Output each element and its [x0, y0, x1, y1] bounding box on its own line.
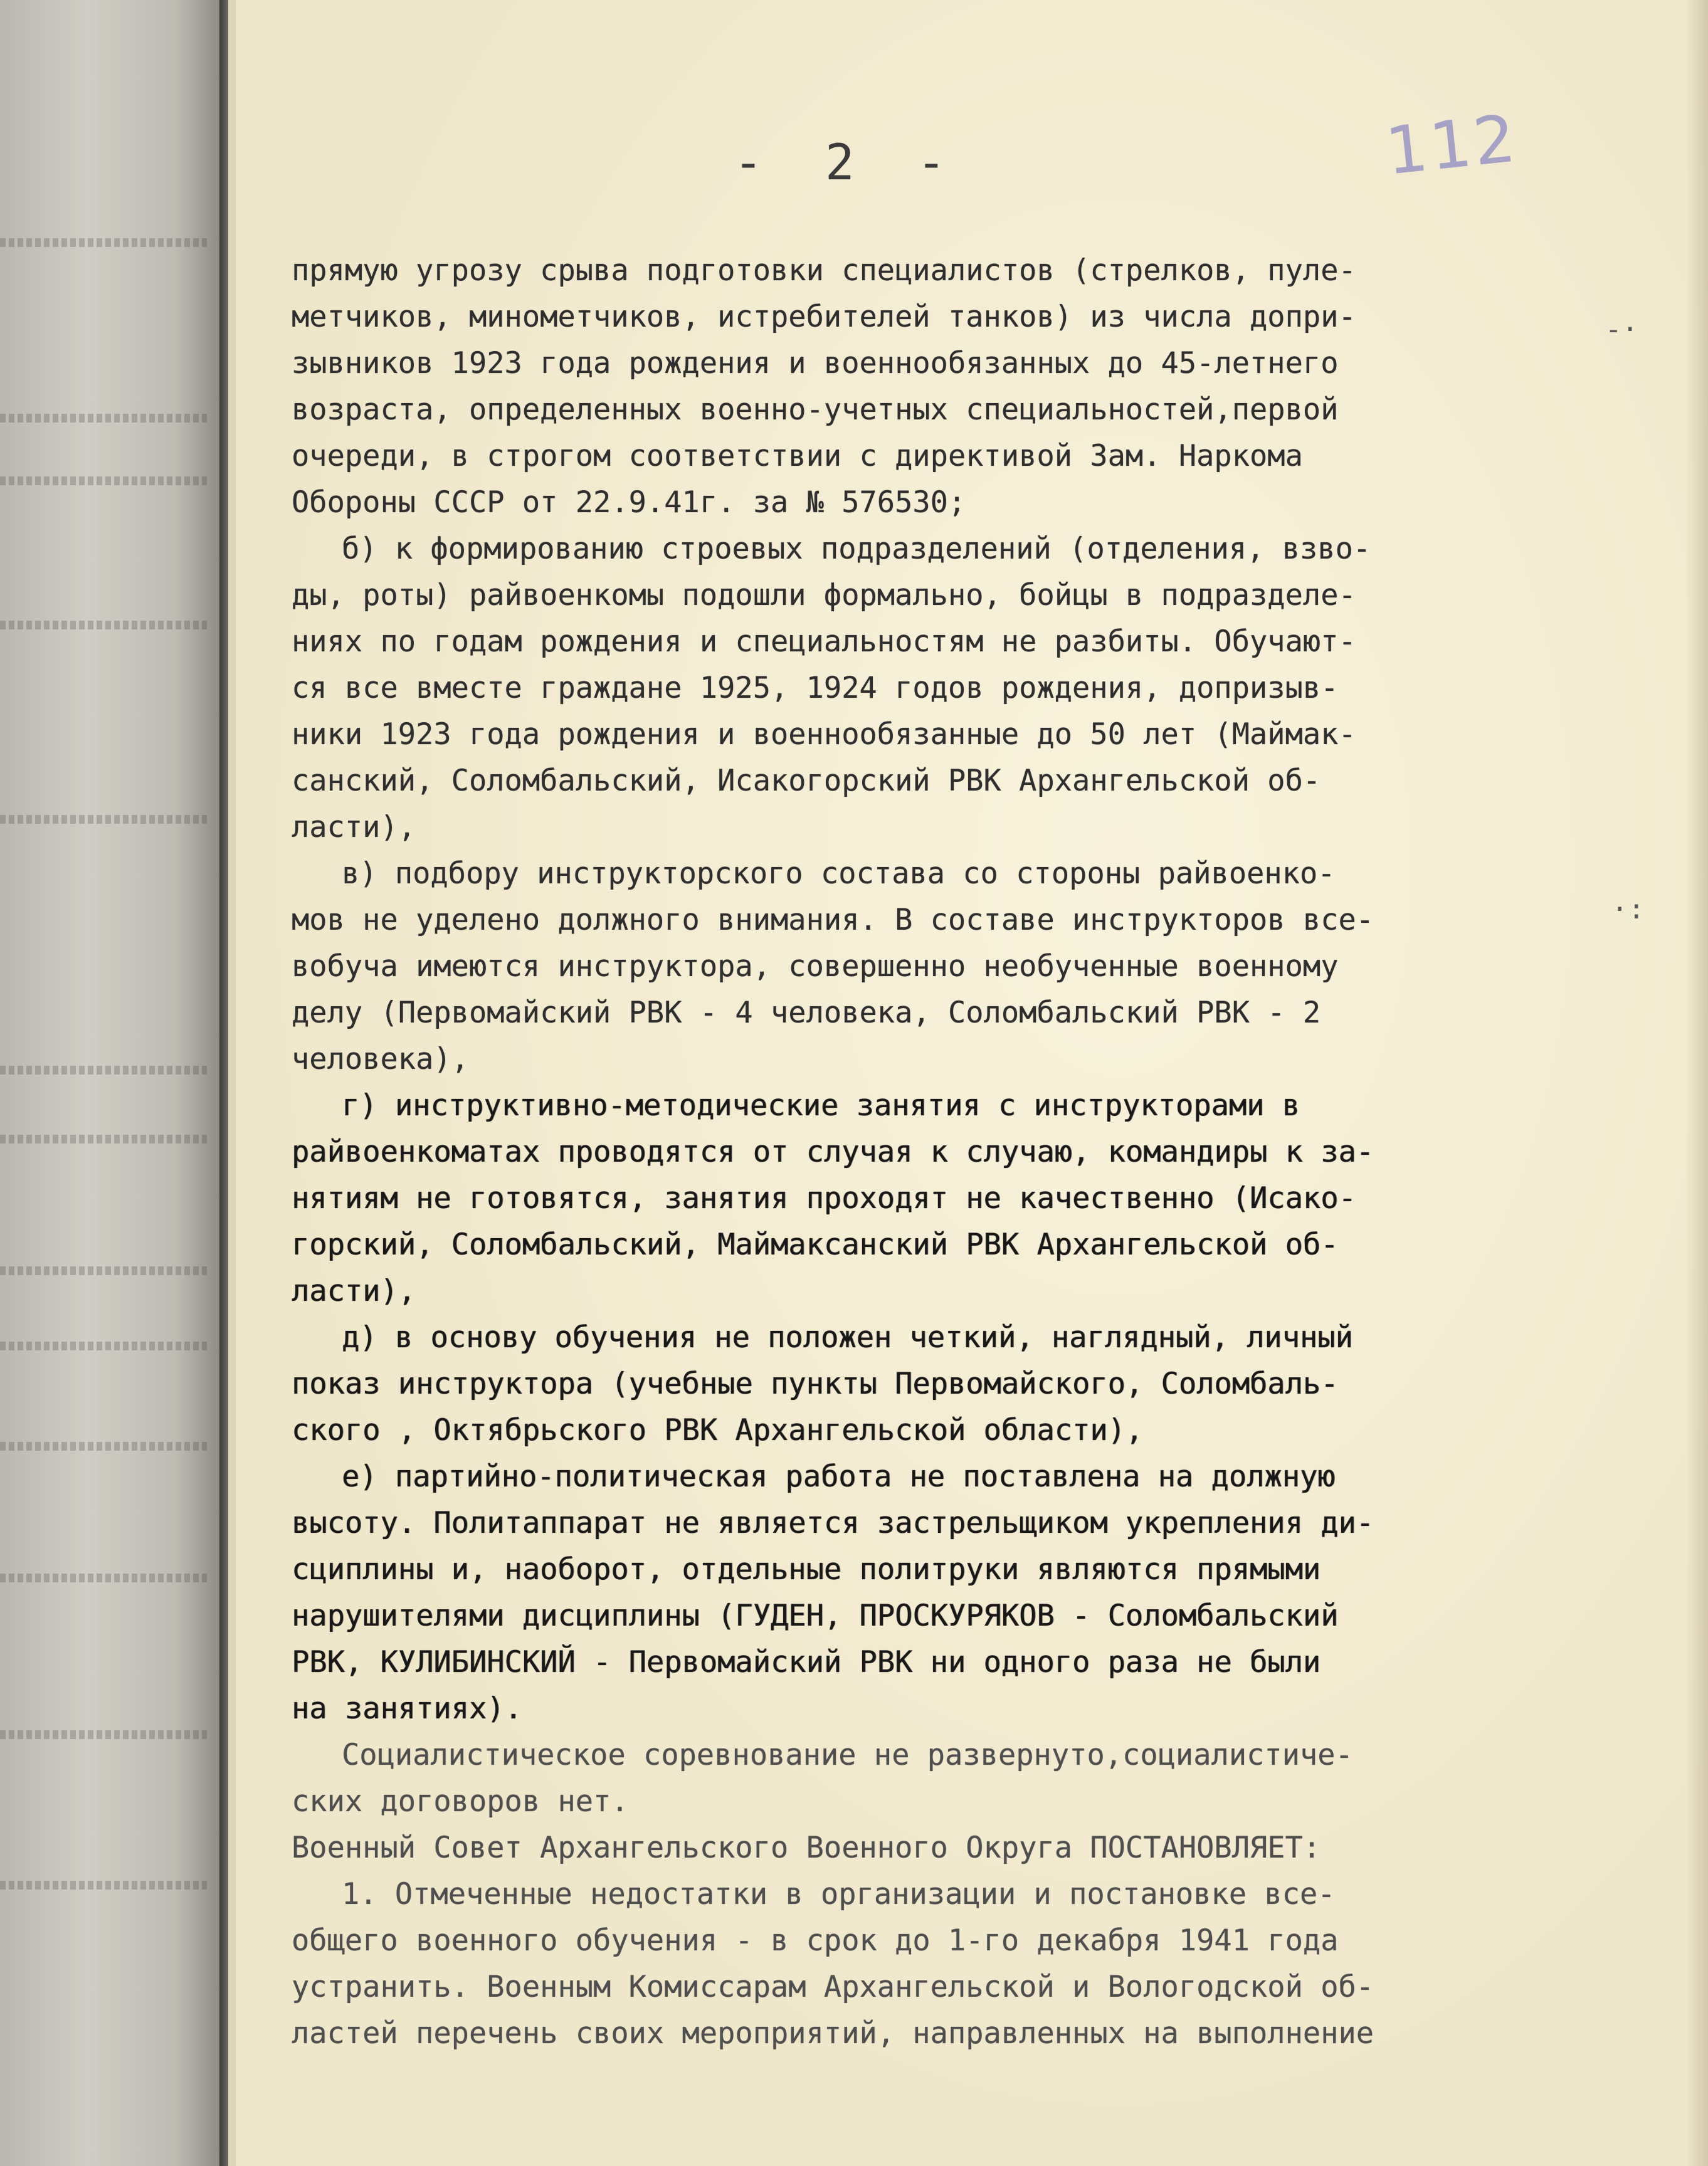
text-line: санский, Соломбальский, Исакогорский РВК Архангельской об-	[292, 764, 1321, 798]
text-line: ники 1923 года рождения и военнообязанные до 50 лет (Маймак-	[292, 717, 1356, 752]
text-line: метчиков, минометчиков, истребителей танков) из числа допри-	[292, 300, 1356, 334]
text-line: д) в основу обучения не положен четкий, наглядный, личный	[342, 1320, 1353, 1355]
bleed-through-line	[0, 414, 207, 423]
margin-mark: ·:	[1611, 893, 1645, 925]
text-line: ских договоров нет.	[292, 1784, 629, 1819]
page-number: - 2 -	[734, 135, 962, 191]
bleed-through-line	[0, 621, 207, 629]
text-line: б) к формированию строевых подразделений (отделения, взво-	[342, 532, 1371, 566]
text-line: нятиям не готовятся, занятия проходят не качественно (Исако-	[292, 1181, 1356, 1216]
text-line: ласти),	[292, 1274, 416, 1308]
text-line: человека),	[292, 1042, 469, 1076]
text-line: в) подбору инструкторского состава со стороны райвоенко-	[342, 856, 1336, 891]
text-line: устранить. Военным Комиссарам Архангельской и Вологодской об-	[292, 1970, 1374, 2004]
text-line: ниях по годам рождения и специальностям не разбиты. Обучают-	[292, 624, 1356, 659]
text-line: на занятиях).	[292, 1691, 522, 1726]
bleed-through-line	[0, 815, 207, 824]
bleed-through-line	[0, 238, 207, 247]
text-line: е) партийно-политическая работа не поставлена на должную	[342, 1459, 1336, 1494]
document-body	[292, 248, 1596, 2057]
text-line: г) инструктивно-методические занятия с инструкторами в	[342, 1088, 1300, 1123]
text-line: Обороны СССР от 22.9.41г. за № 576530;	[292, 485, 966, 520]
folio-number-stamp: 112	[1382, 100, 1522, 190]
text-line: 1. Отмеченные недостатки в организации и постановке все-	[342, 1877, 1336, 1911]
bleed-through-line	[0, 1066, 207, 1075]
book-spine	[219, 0, 228, 2166]
bleed-through-line	[0, 476, 207, 485]
text-line: ды, роты) райвоенкомы подошли формально, бойцы в подразделе-	[292, 578, 1356, 612]
margin-mark: -·	[1605, 313, 1638, 345]
text-line: горский, Соломбальский, Маймаксанский РВК Архангельской об-	[292, 1228, 1339, 1262]
text-line: высоту. Политаппарат не является застрельщиком укрепления ди-	[292, 1506, 1374, 1540]
text-line: вобуча имеются инструктора, совершенно необученные военному	[292, 949, 1339, 984]
text-line: сциплины и, наоборот, отдельные политруки являются прямыми	[292, 1552, 1321, 1587]
text-line: общего военного обучения - в срок до 1-го декабря 1941 года	[292, 1923, 1339, 1958]
bleed-through-line	[0, 1342, 207, 1350]
text-line: ского , Октябрьского РВК Архангельской области),	[292, 1413, 1144, 1448]
text-line: ласти),	[292, 810, 416, 844]
text-line: РВК, КУЛИБИНСКИЙ - Первомайский РВК ни одного раза не были	[292, 1645, 1321, 1680]
bleed-through-line	[0, 1442, 207, 1451]
text-line: нарушителями дисциплины (ГУДЕН, ПРОСКУРЯКОВ - Соломбальский	[292, 1599, 1339, 1633]
bleed-through-line	[0, 1266, 207, 1275]
text-line: возраста, определенных военно-учетных специальностей,первой	[292, 392, 1339, 427]
text-line: показ инструктора (учебные пункты Первомайского, Соломбаль-	[292, 1367, 1339, 1401]
bleed-through-line	[0, 1135, 207, 1143]
text-line: делу (Первомайский РВК - 4 человека, Соломбальский РВК - 2	[292, 996, 1321, 1030]
text-line: мов не уделено должного внимания. В составе инструкторов все-	[292, 903, 1374, 937]
text-line: Социалистическое соревнование не развернуто,социалистиче-	[342, 1738, 1353, 1772]
text-line: ся все вместе граждане 1925, 1924 годов рождения, допризыв-	[292, 671, 1339, 705]
text-line: Военный Совет Архангельского Военного Округа ПОСТАНОВЛЯЕТ:	[292, 1831, 1321, 1865]
bleed-through-line	[0, 1730, 207, 1739]
text-line: ластей перечень своих мероприятий, направленных на выполнение	[292, 2016, 1374, 2051]
text-line: очереди, в строгом соответствии с директивой Зам. Наркома	[292, 439, 1303, 473]
left-page-edge	[0, 0, 219, 2166]
text-line: зывников 1923 года рождения и военнообязанных до 45-летнего	[292, 346, 1339, 381]
page-edge-shadow	[1685, 0, 1708, 2166]
bleed-through-line	[0, 1574, 207, 1582]
text-line: прямую угрозу срыва подготовки специалистов (стрелков, пуле-	[292, 253, 1356, 288]
text-line: райвоенкоматах проводятся от случая к случаю, командиры к за-	[292, 1135, 1374, 1169]
bleed-through-line	[0, 1881, 207, 1890]
